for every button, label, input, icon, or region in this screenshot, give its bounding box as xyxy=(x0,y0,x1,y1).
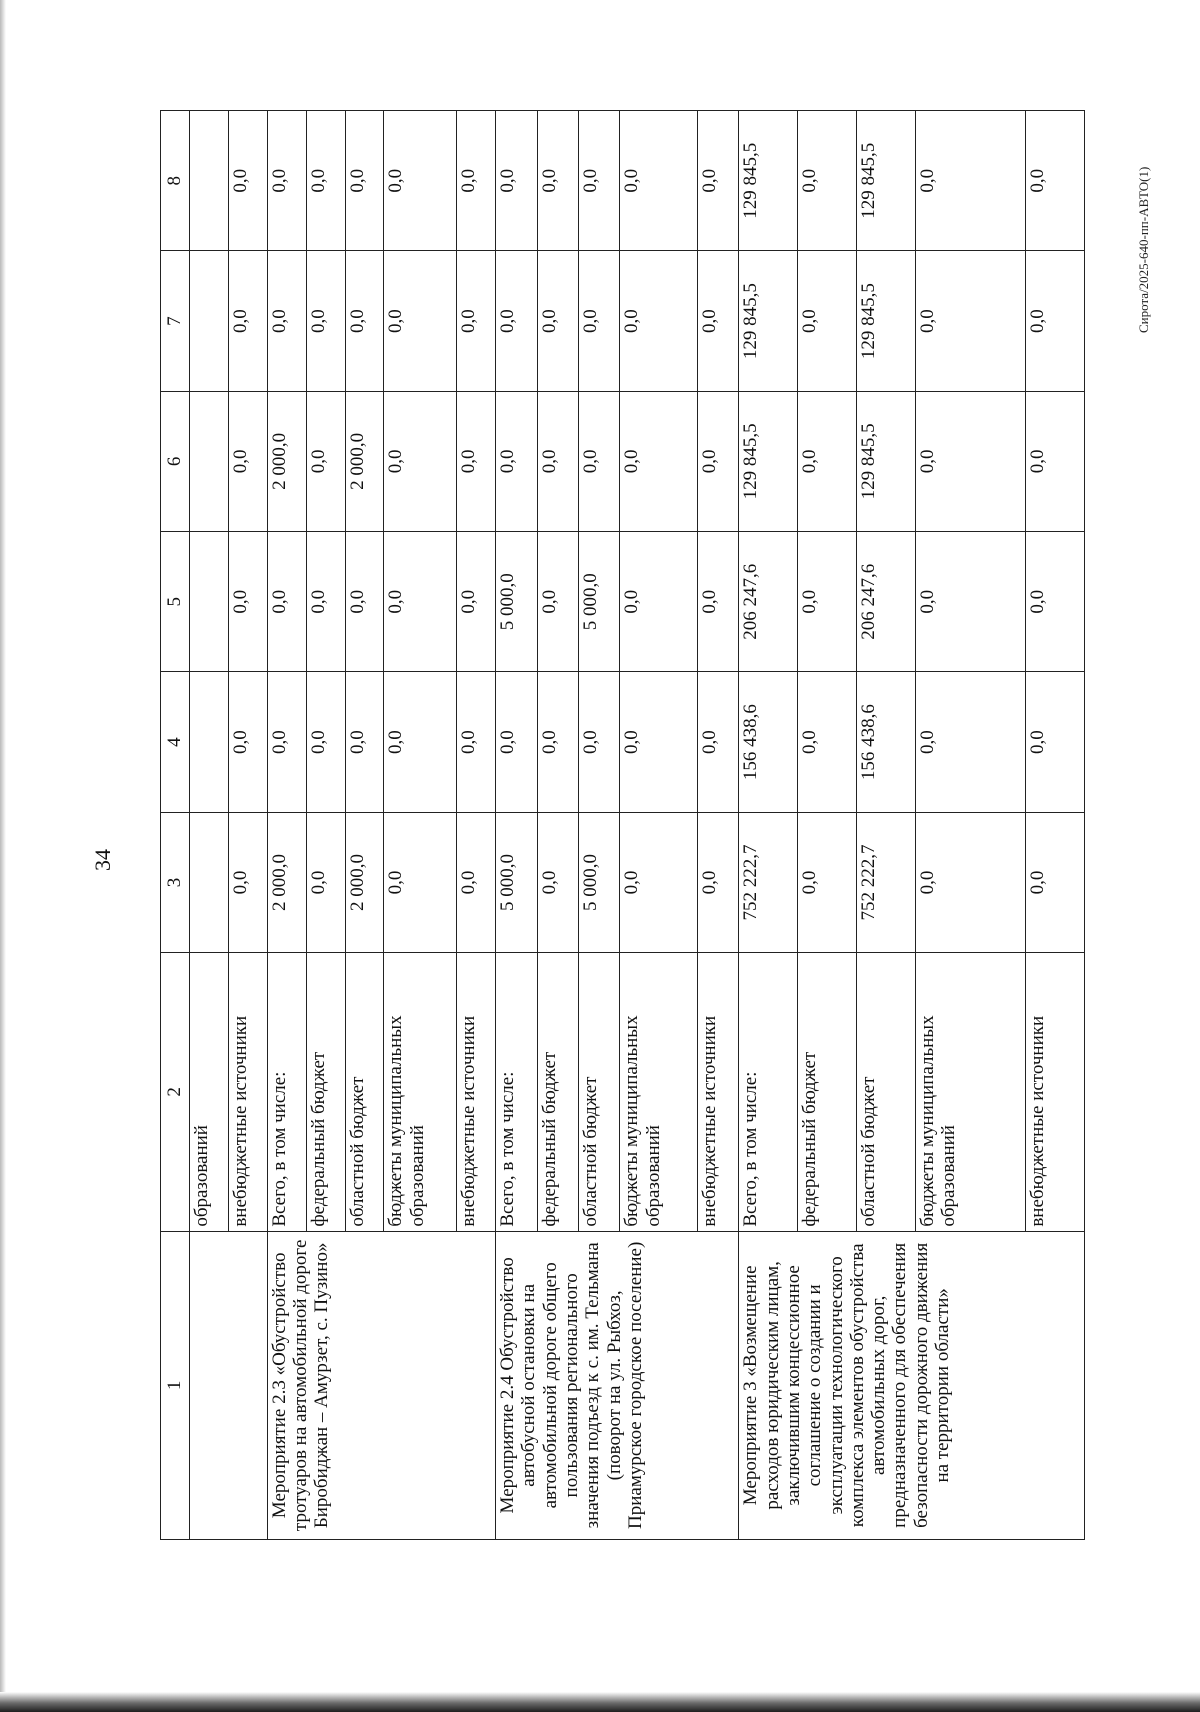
value-cell: 0,0 xyxy=(537,812,578,952)
value-cell: 0,0 xyxy=(915,391,1025,531)
value-cell: 2 000,0 xyxy=(345,812,384,952)
budget-table-container xyxy=(160,110,1085,1540)
column-header: 5 xyxy=(161,532,190,672)
value-cell xyxy=(190,812,229,952)
value-cell: 0,0 xyxy=(306,111,345,251)
funding-source: внебюджетные источники xyxy=(228,953,267,1232)
value-cell: 0,0 xyxy=(578,251,619,391)
funding-source: внебюджетные источники xyxy=(457,953,496,1232)
value-cell: 5 000,0 xyxy=(578,532,619,672)
value-cell: 156 438,6 xyxy=(739,672,798,812)
table-row xyxy=(190,111,229,1540)
value-cell: 0,0 xyxy=(578,111,619,251)
value-cell: 0,0 xyxy=(537,391,578,531)
value-cell: 129 845,5 xyxy=(856,251,915,391)
value-cell: 752 222,7 xyxy=(739,812,798,952)
value-cell: 0,0 xyxy=(1026,251,1085,391)
funding-source: федеральный бюджет xyxy=(537,953,578,1232)
value-cell: 0,0 xyxy=(457,391,496,531)
funding-source: областной бюджет xyxy=(856,953,915,1232)
table-row xyxy=(739,111,798,1540)
value-cell: 206 247,6 xyxy=(856,532,915,672)
funding-source: внебюджетные источники xyxy=(1026,953,1085,1232)
value-cell: 0,0 xyxy=(228,391,267,531)
column-header: 4 xyxy=(161,672,190,812)
value-cell: 0,0 xyxy=(697,251,738,391)
value-cell xyxy=(190,251,229,391)
value-cell: 0,0 xyxy=(345,111,384,251)
column-header: 7 xyxy=(161,251,190,391)
value-cell: 0,0 xyxy=(620,672,698,812)
value-cell: 0,0 xyxy=(620,532,698,672)
value-cell xyxy=(190,532,229,672)
value-cell: 0,0 xyxy=(306,391,345,531)
value-cell: 0,0 xyxy=(384,111,457,251)
value-cell: 0,0 xyxy=(578,672,619,812)
measure-title: Мероприятие 2.3 «Обустройство тротуаров на автомобильной дороге Биробиджан – Амурзет, с. Пузино» xyxy=(267,1231,495,1539)
value-cell: 0,0 xyxy=(384,532,457,672)
value-cell: 0,0 xyxy=(697,672,738,812)
value-cell: 2 000,0 xyxy=(267,812,306,952)
value-cell: 0,0 xyxy=(537,672,578,812)
value-cell: 2 000,0 xyxy=(345,391,384,531)
value-cell: 5 000,0 xyxy=(578,812,619,952)
value-cell: 0,0 xyxy=(537,251,578,391)
value-cell: 0,0 xyxy=(306,672,345,812)
funding-source: федеральный бюджет xyxy=(306,953,345,1232)
column-header: 8 xyxy=(161,111,190,251)
value-cell: 129 845,5 xyxy=(739,111,798,251)
value-cell: 0,0 xyxy=(537,532,578,672)
column-header: 1 xyxy=(161,1231,190,1539)
value-cell: 0,0 xyxy=(496,672,537,812)
value-cell: 0,0 xyxy=(306,532,345,672)
value-cell: 0,0 xyxy=(798,812,857,952)
value-cell: 0,0 xyxy=(496,251,537,391)
value-cell: 0,0 xyxy=(620,111,698,251)
value-cell: 0,0 xyxy=(620,391,698,531)
value-cell: 0,0 xyxy=(306,812,345,952)
scan-edge-left xyxy=(0,0,6,1712)
funding-source: областной бюджет xyxy=(345,953,384,1232)
value-cell: 0,0 xyxy=(915,812,1025,952)
value-cell: 0,0 xyxy=(228,532,267,672)
value-cell: 0,0 xyxy=(798,251,857,391)
value-cell: 129 845,5 xyxy=(739,251,798,391)
value-cell: 0,0 xyxy=(384,672,457,812)
value-cell: 0,0 xyxy=(228,812,267,952)
value-cell: 752 222,7 xyxy=(856,812,915,952)
value-cell: 0,0 xyxy=(267,251,306,391)
scan-edge-bottom xyxy=(0,1692,1200,1712)
table-body xyxy=(190,111,1085,1540)
funding-source: областной бюджет xyxy=(578,953,619,1232)
value-cell: 0,0 xyxy=(697,111,738,251)
column-header: 3 xyxy=(161,812,190,952)
value-cell: 129 845,5 xyxy=(856,391,915,531)
value-cell: 0,0 xyxy=(1026,672,1085,812)
value-cell: 0,0 xyxy=(798,672,857,812)
value-cell: 0,0 xyxy=(537,111,578,251)
funding-source: федеральный бюджет xyxy=(798,953,857,1232)
value-cell: 2 000,0 xyxy=(267,391,306,531)
value-cell: 0,0 xyxy=(915,672,1025,812)
value-cell: 0,0 xyxy=(496,391,537,531)
value-cell: 0,0 xyxy=(798,111,857,251)
funding-source: Всего, в том числе: xyxy=(739,953,798,1232)
document-reference: Сирота/2025-640-пп-АВТО(1) xyxy=(1136,166,1151,334)
value-cell xyxy=(190,391,229,531)
value-cell xyxy=(190,111,229,251)
measure-title: Мероприятие 3 «Возмещение расходов юридическим лицам, заключившим концессионное соглашение о создании и эксплуатации технологического комплекса элементов обустройства автомобильных дорог, предназначенного для обеспечения безопасности дорожного движения на территории области» xyxy=(739,1231,1085,1539)
value-cell: 0,0 xyxy=(345,532,384,672)
column-header: 6 xyxy=(161,391,190,531)
value-cell: 0,0 xyxy=(697,391,738,531)
value-cell: 0,0 xyxy=(384,812,457,952)
value-cell: 0,0 xyxy=(496,111,537,251)
measure-title: Мероприятие 2.4 Обустройство автобусной остановки на автомобильной дороге общего пользования регионального значения подъезд к с. им. Тельмана (поворот на ул. Рыбхоз, Приамурское городское поселение) xyxy=(496,1231,739,1539)
funding-source: бюджеты муниципальных образований xyxy=(384,953,457,1232)
column-header: 2 xyxy=(161,953,190,1232)
value-cell: 0,0 xyxy=(697,812,738,952)
value-cell: 129 845,5 xyxy=(739,391,798,531)
table-row xyxy=(267,111,306,1540)
value-cell: 0,0 xyxy=(228,672,267,812)
value-cell: 0,0 xyxy=(915,111,1025,251)
value-cell: 0,0 xyxy=(457,251,496,391)
value-cell: 0,0 xyxy=(1026,391,1085,531)
value-cell: 206 247,6 xyxy=(739,532,798,672)
value-cell: 0,0 xyxy=(267,532,306,672)
value-cell: 5 000,0 xyxy=(496,532,537,672)
budget-table xyxy=(160,110,1085,1540)
table-row xyxy=(496,111,537,1540)
value-cell: 0,0 xyxy=(457,672,496,812)
value-cell: 0,0 xyxy=(345,672,384,812)
funding-source: образований xyxy=(190,953,229,1232)
value-cell: 0,0 xyxy=(798,532,857,672)
value-cell: 0,0 xyxy=(345,251,384,391)
funding-source: бюджеты муниципальных образований xyxy=(620,953,698,1232)
value-cell: 0,0 xyxy=(457,812,496,952)
value-cell: 0,0 xyxy=(915,532,1025,672)
measure-cell-empty xyxy=(190,1231,268,1539)
value-cell: 156 438,6 xyxy=(856,672,915,812)
value-cell xyxy=(190,672,229,812)
value-cell: 0,0 xyxy=(384,391,457,531)
funding-source: внебюджетные источники xyxy=(697,953,738,1232)
value-cell: 0,0 xyxy=(1026,111,1085,251)
funding-source: Всего, в том числе: xyxy=(267,953,306,1232)
value-cell: 0,0 xyxy=(228,111,267,251)
value-cell: 0,0 xyxy=(1026,532,1085,672)
value-cell: 0,0 xyxy=(384,251,457,391)
funding-source: Всего, в том числе: xyxy=(496,953,537,1232)
value-cell: 0,0 xyxy=(915,251,1025,391)
value-cell: 0,0 xyxy=(457,111,496,251)
value-cell: 0,0 xyxy=(697,532,738,672)
funding-source: бюджеты муниципальных образований xyxy=(915,953,1025,1232)
value-cell: 0,0 xyxy=(798,391,857,531)
table-header xyxy=(161,111,190,1540)
value-cell: 0,0 xyxy=(228,251,267,391)
page-number: 34 xyxy=(90,849,115,871)
value-cell: 0,0 xyxy=(457,532,496,672)
value-cell: 0,0 xyxy=(306,251,345,391)
value-cell: 5 000,0 xyxy=(496,812,537,952)
value-cell: 0,0 xyxy=(620,251,698,391)
value-cell: 0,0 xyxy=(578,391,619,531)
value-cell: 0,0 xyxy=(267,111,306,251)
value-cell: 0,0 xyxy=(267,672,306,812)
value-cell: 129 845,5 xyxy=(856,111,915,251)
value-cell: 0,0 xyxy=(620,812,698,952)
value-cell: 0,0 xyxy=(1026,812,1085,952)
